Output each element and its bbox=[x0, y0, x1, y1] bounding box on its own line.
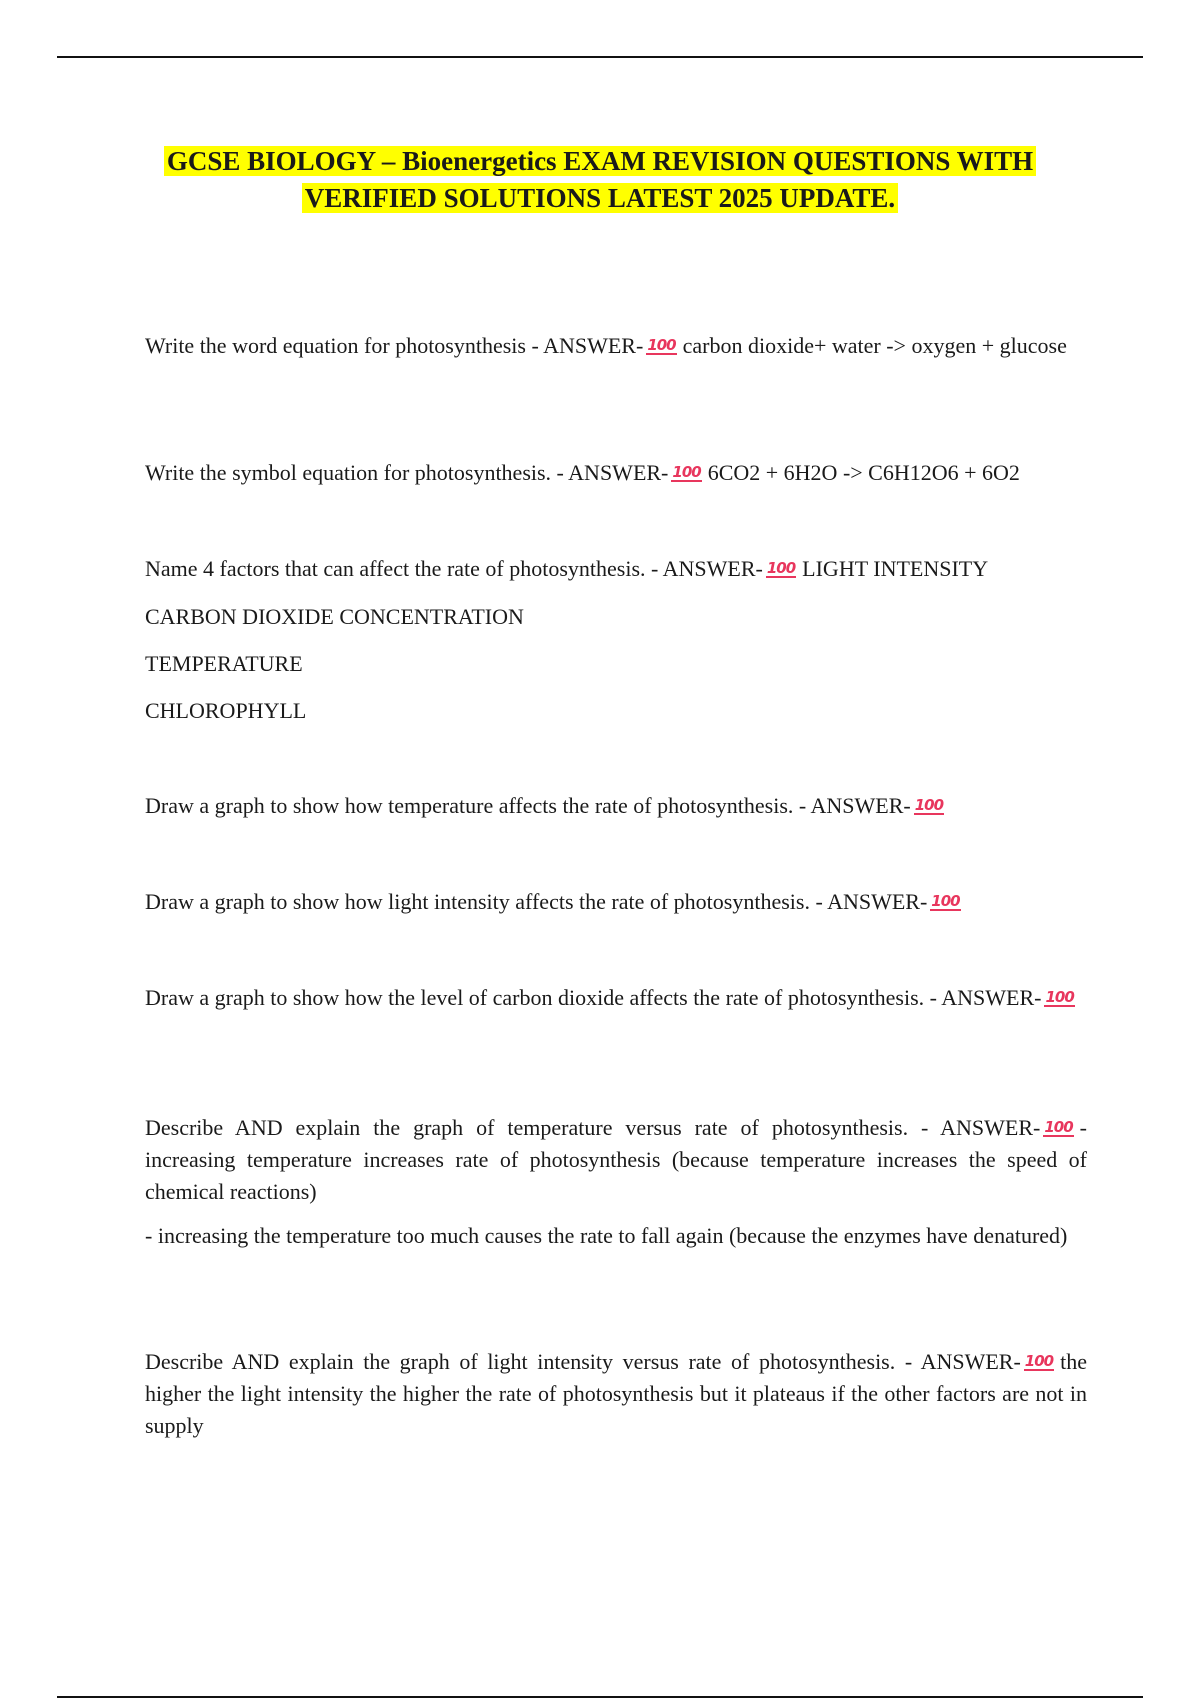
hundred-points-icon: 100 bbox=[931, 892, 960, 910]
qa-item-1 bbox=[145, 330, 1087, 362]
question-text: Name 4 factors that can affect the rate of photosynthesis. - ANSWER- bbox=[145, 556, 763, 581]
hundred-points-icon: 100 bbox=[914, 796, 944, 814]
qa-item-8 bbox=[145, 1346, 1087, 1442]
question-text: Describe AND explain the graph of temperature versus rate of photosynthesis. - ANSWER- bbox=[145, 1115, 1041, 1140]
answer-text: - increasing temperature increases rate of photosynthesis (because temperature increases the speed of chemical reactions) bbox=[145, 1115, 1087, 1204]
answer-text: carbon dioxide+ water -> oxygen + glucose bbox=[682, 333, 1067, 358]
hundred-points-icon: 100 bbox=[1045, 988, 1074, 1006]
answer-text: the higher the light intensity the higher the rate of photosynthesis but it plateaus if the other factors are not in supply bbox=[145, 1349, 1087, 1438]
qa-item-2 bbox=[145, 457, 1020, 489]
title-line-1: GCSE BIOLOGY – Bioenergetics EXAM REVISION QUESTIONS WITH bbox=[164, 146, 1036, 176]
answer-text: 6CO2 + 6H2O -> C6H12O6 + 6O2 bbox=[707, 460, 1020, 485]
hundred-points-icon: 100 bbox=[1024, 1352, 1054, 1370]
answer-text: LIGHT INTENSITY bbox=[802, 556, 989, 581]
question-text: Draw a graph to show how light intensity affects the rate of photosynthesis. - ANSWER- bbox=[145, 889, 928, 914]
answer-line: CHLOROPHYLL bbox=[145, 698, 307, 723]
qa-item-5 bbox=[145, 886, 967, 918]
qa-item-7 bbox=[145, 1112, 1087, 1208]
title-line-2: VERIFIED SOLUTIONS LATEST 2025 UPDATE. bbox=[302, 183, 898, 213]
top-rule bbox=[57, 56, 1143, 58]
question-text: Write the word equation for photosynthesis - ANSWER- bbox=[145, 333, 644, 358]
question-text: Describe AND explain the graph of light intensity versus rate of photosynthesis. - ANSWER- bbox=[145, 1349, 1021, 1374]
document-title bbox=[100, 143, 1100, 217]
qa-item-6 bbox=[145, 982, 1087, 1014]
hundred-points-icon: 100 bbox=[647, 336, 676, 354]
question-text: Draw a graph to show how temperature affects the rate of photosynthesis. - ANSWER- bbox=[145, 793, 911, 818]
qa-item-4 bbox=[145, 790, 950, 822]
bottom-rule bbox=[57, 1696, 1143, 1698]
question-text: Write the symbol equation for photosynthesis. - ANSWER- bbox=[145, 460, 669, 485]
answer-line: CARBON DIOXIDE CONCENTRATION bbox=[145, 604, 524, 629]
hundred-points-icon: 100 bbox=[1044, 1118, 1073, 1136]
answer-line: TEMPERATURE bbox=[145, 651, 303, 676]
hundred-points-icon: 100 bbox=[766, 559, 796, 577]
qa-item-3 bbox=[145, 553, 988, 585]
hundred-points-icon: 100 bbox=[672, 463, 701, 481]
answer-paragraph: - increasing the temperature too much causes the rate to fall again (because the enzymes have denatured) bbox=[145, 1223, 1068, 1248]
question-text: Draw a graph to show how the level of carbon dioxide affects the rate of photosynthesis. - ANSWER- bbox=[145, 985, 1042, 1010]
